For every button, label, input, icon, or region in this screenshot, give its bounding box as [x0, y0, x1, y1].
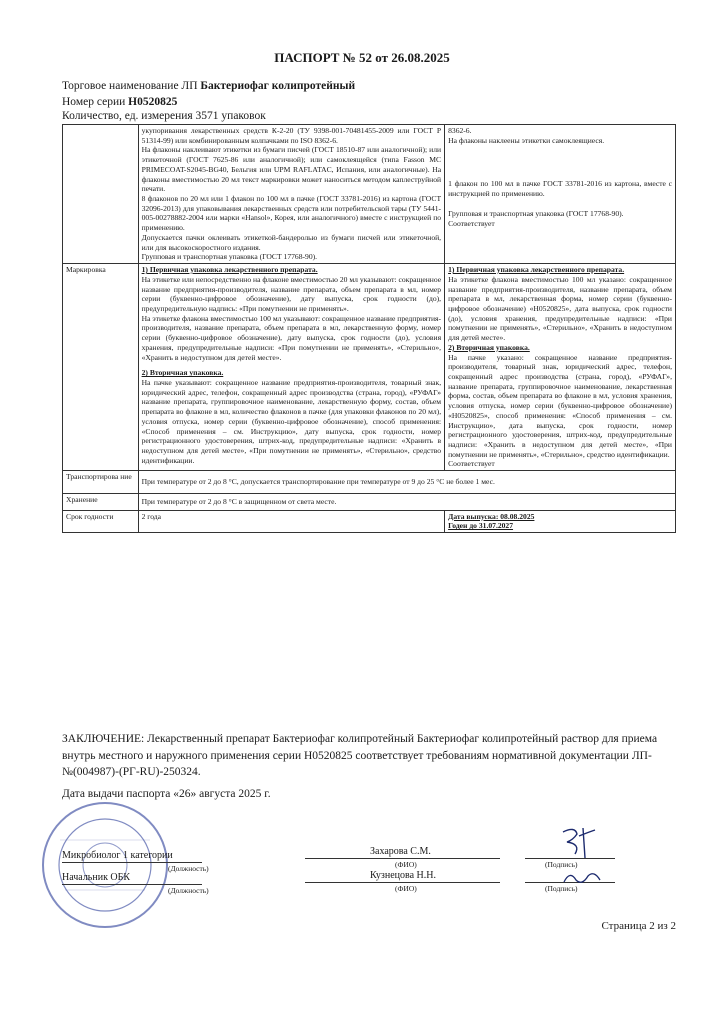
packaging-result-iso: 8362-6. [448, 126, 472, 135]
packaging-result [445, 125, 676, 264]
marking-result-status: Соответствует [448, 459, 495, 469]
valid-to-date: Годен до 31.07.2027 [448, 521, 514, 531]
table-row-storage [63, 493, 676, 510]
table-row-packaging [63, 125, 676, 264]
marking-requirement [138, 264, 445, 471]
signer1-fio-caption: (ФИО) [395, 860, 417, 869]
signer2-position-line [62, 884, 202, 885]
table-row-marking [63, 264, 676, 471]
signer1-sign-caption: (Подпись) [545, 860, 578, 869]
marking-primary-text: На этикетке или непосредственно на флаконе вместимостью 20 мл указывают: сокращенное название предприятия-производителя, название препарата, объем препарата в мл, номер серии (буквенно-цифровое обозначение), дату выпуска, срок годности (до), предупредительную надпись: «При помутнении не применять». На этикетке флакона вместимостью 100 мл указывают: сокращенное название предприятия-производителя, название препарата, объем препарата в мл, лекарственную форму, номер серии (буквенно-цифровое обозначение), дату выпуска, срок годности (до), условия хранения, предупредительные надписи: «При помутнении не применять», «Стерильно», «Хранить в недоступном для детей месте». [141, 274, 442, 362]
marking-secondary-heading: 2) Вторичная упаковка. [141, 368, 224, 378]
packaging-result-pack: 1 флакон по 100 мл в пачке ГОСТ 33781-2016 из картона, вместе с инструкцией по применению. [448, 179, 672, 199]
signer1-position-line [62, 862, 202, 863]
packaging-label-cell [63, 125, 139, 264]
passport-issue-date: Дата выдачи паспорта «26» августа 2025 г. [62, 788, 271, 800]
seal-stamp-icon [40, 800, 170, 930]
signer1-name-line [305, 858, 500, 859]
signer2-position: Начальник ОБК [62, 872, 131, 883]
marking-result-primary-text: На этикетке флакона вместимостью 100 мл указано: сокращенное название предприятия-производителя, название препарата, объем препарата в мл, лекарственная форма, номер серии (буквенно-цифровое обозначение) «Н0520825», дата выпуска, срок годности (до), условия хранения, предупредительные надписи: «При помутнении не применять», «Стерильно», «Хранить в недоступном для детей месте». [448, 274, 672, 343]
signer1-name: Захарова С.М. [370, 846, 431, 857]
marking-result-primary-heading: 1) Первичная упаковка лекарственного препарата. [448, 265, 625, 275]
table-row-shelf-life [63, 510, 676, 532]
page-number: Страница 2 из 2 [601, 920, 676, 932]
signer1-position-caption: (Должность) [168, 864, 209, 873]
signature1-icon [555, 822, 605, 862]
table-row-transport [63, 471, 676, 494]
trade-name-label: Торговое наименование ЛП [62, 80, 198, 92]
packaging-result-status: Соответствует [448, 218, 495, 228]
shelf-life-label: Срок годности [63, 510, 139, 532]
passport-table [62, 124, 676, 533]
quantity-line: Количество, ед. измерения 3571 упаковок [62, 110, 266, 122]
marking-result-secondary-heading: 2) Вторичная упаковка. [448, 342, 530, 352]
series-label: Номер серии [62, 96, 126, 108]
signer2-position-caption: (Должность) [168, 886, 209, 895]
signer2-fio-caption: (ФИО) [395, 884, 417, 893]
packaging-requirement: укупоривания лекарственных средств К-2-20 (ТУ 9398-001-70481455-2009 или ГОСТ Р 51314-99) или комбинированным колпачками по ISO 8362-6. На флаконы наклеивают этикетки из бумаги писчей (ГОСТ 18510-87 или аналогичной); или этикеточной (ГОСТ 7625-86 или аналогичной); или самоклеящейся (типа Fasson MC PRIMECOAT-S2045-BG40, Бельгия или UPM RAFLATAC, Испания, или аналогичные). На флаконы вместимостью 20 мл текст маркировки может наноситься методом каплеструйной печати. 8 флаконов по 20 мл или 1 флакон по 100 мл в пачке (ГОСТ 33781-2016) из картона (ГОСТ 32096-2013) для упаковывания лекарственных средств или потребительской тары (ТУ 5441-005-00278882-2004 или марки «Hansol», Корея, или аналогичного) вместе с инструкцией по применению. Допускается пачки оклеивать этикеткой-бандеролью из бумаги писчей или этикеточной, или для высокоскоростного издания. Групповая и транспортная упаковка (ГОСТ 17768-90). [138, 125, 445, 264]
series-value: Н0520825 [128, 96, 178, 108]
signer2-name: Кузнецова Н.Н. [370, 870, 436, 881]
marking-label: Маркировка [63, 264, 139, 471]
marking-secondary-text: На пачке указывают: сокращенное название предприятия-производителя, товарный знак, юридический адрес, телефон, сокращенный адрес производства (страна, город), «РУФАГ» название препарата, группировочное наименование, лекарственную форму, состав, объем препарата во флаконе в мл, количество флаконов в пачке (для упаковки флаконов по 20 мл), условия отпуска, номер серии (буквенно-цифровое обозначение), способ применения: «Способ применения – см. Инструкцию», дату выпуска, срок годности, номер регистрационного удостоверения, штрих-код, предупредительные надписи: «Хранить в недоступном для детей месте», «При помутнении не применять», «Стерильно», средство идентификации. [141, 377, 442, 465]
signature2-icon [560, 868, 610, 888]
marking-result [445, 264, 676, 471]
signer2-sign-caption: (Подпись) [545, 884, 578, 893]
storage-label: Хранение [63, 493, 139, 510]
transport-label: Транспортирова ние [63, 471, 139, 494]
conclusion: ЗАКЛЮЧЕНИЕ: Лекарственный препарат Бактериофаг колипротейный Бактериофаг колипротейный раствор для приема внутрь местного и наружного применения серии Н0520825 соответствует требованиям нормативной документации ЛП-№(004987)-(РГ-RU)-250324. [62, 733, 658, 779]
marking-primary-heading: 1) Первичная упаковка лекарственного препарата. [141, 265, 318, 275]
issue-date: Дата выпуска: 08.08.2025 [448, 511, 535, 521]
series-line [62, 96, 177, 108]
storage-text: При температуре от 2 до 8 °С в защищенном от света месте. [138, 493, 675, 510]
document-title: ПАСПОРТ № 52 от 26.08.2025 [274, 50, 450, 65]
marking-result-secondary-text: На пачке указано: сокращенное название предприятия-производителя, товарный знак, юридический адрес, телефон, сокращенный адрес производства (страна, город), «РУФАГ», название препарата, группировочное наименование, лекарственная форма, состав, объем препарата во флаконе в мл, условия хранения, условия отпуска, номер серии (буквенно-цифровое обозначение) «Н0520825», способ применения: «Способ применения – см. Инструкцию», дата выпуска, срок годности, номер регистрационного удостоверения, штрих-код, предупредительные надписи: «Хранить в недоступном для детей месте», «При помутнении не применять», «Стерильно», средство идентификации. [448, 352, 672, 459]
signer2-name-line [305, 882, 500, 883]
packaging-result-group: Групповая и транспортная упаковка (ГОСТ 17768-90). [448, 208, 624, 218]
packaging-result-labels: На флаконы наклеены этикетки самоклеящиеся. [448, 135, 605, 145]
shelf-life-text: 2 года [138, 510, 445, 532]
shelf-life-dates [445, 510, 676, 532]
trade-name-value: Бактериофаг колипротейный [200, 80, 356, 92]
trade-name-line [62, 80, 355, 92]
transport-text: При температуре от 2 до 8 °С, допускается транспортирование при температуре от 9 до 25 °С не более 1 мес. [138, 471, 675, 494]
signer1-position: Микробиолог 1 категории [62, 850, 173, 861]
